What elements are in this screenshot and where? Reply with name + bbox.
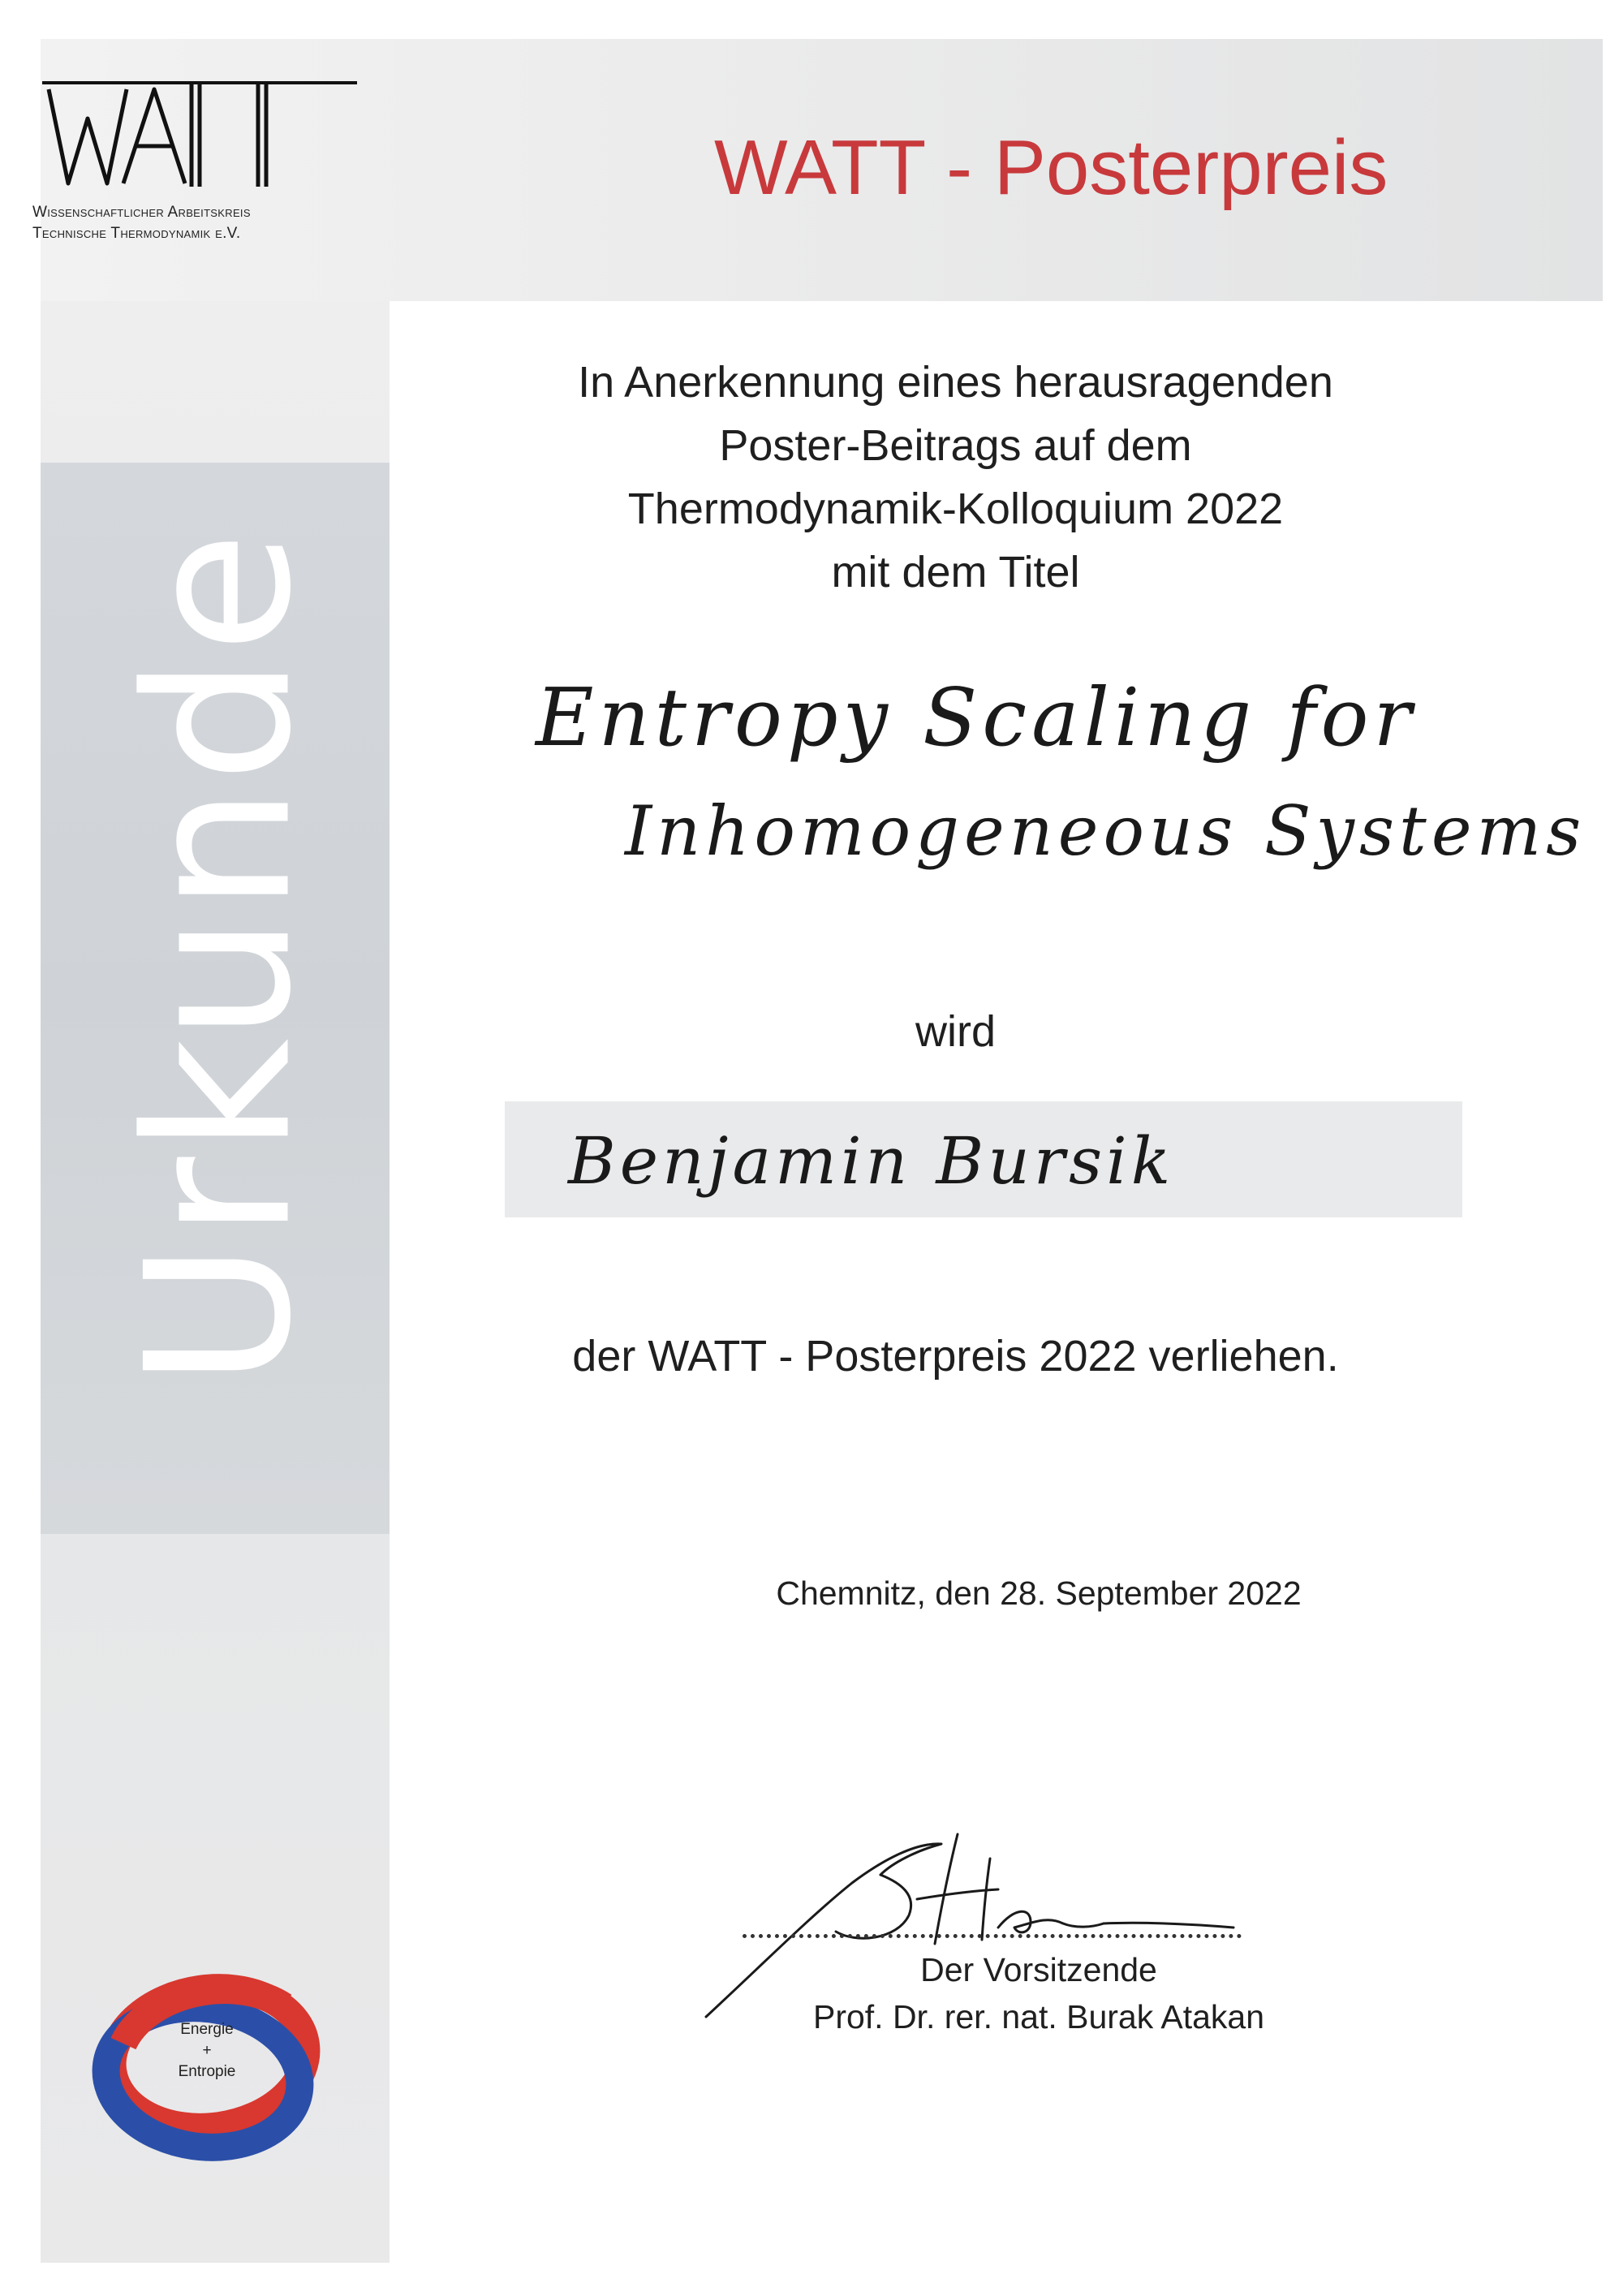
emblem-label-line3: Entropie	[178, 2063, 236, 2080]
signature-line	[743, 1934, 1242, 1938]
handwritten-poster-title	[487, 656, 1586, 932]
connector-text: wird	[915, 1007, 996, 1056]
intro-line: Thermodynamik-Kolloquium 2022	[627, 485, 1284, 533]
signer-role: Der Vorsitzende	[920, 1951, 1157, 1988]
emblem-label-line2: +	[202, 2042, 212, 2059]
intro-line: In Anerkennung eines herausragenden	[578, 358, 1333, 407]
watt-logo-mark	[32, 71, 365, 201]
award-statement: der WATT - Posterpreis 2022 verliehen.	[572, 1332, 1339, 1381]
intro-line: mit dem Titel	[831, 548, 1080, 597]
intro-line: Poster-Beitrags auf dem	[719, 421, 1192, 470]
signer-name: Prof. Dr. rer. nat. Burak Atakan	[812, 1998, 1265, 2035]
intro-text	[349, 351, 1562, 604]
organization-name-line1: Wissenschaftlicher Arbeitskreis	[32, 204, 251, 221]
signer-block	[714, 1946, 1363, 2040]
handwritten-recipient-name	[527, 1112, 1177, 1217]
place-and-date: Chemnitz, den 28. September 2022	[776, 1574, 1302, 1612]
organization-name-line2: Technische Thermodynamik e.V.	[32, 225, 241, 242]
organization-name	[32, 202, 373, 244]
poster-title-line2: Inhomogeneous Systems	[625, 791, 1586, 871]
side-label-urkunde: Urkunde	[103, 528, 335, 1388]
emblem-label-line1: Energie	[180, 2021, 234, 2038]
recipient-name: Benjamin Bursik	[568, 1123, 1175, 1199]
emblem-label	[81, 2019, 333, 2083]
certificate-heading: WATT - Posterpreis	[714, 124, 1388, 211]
watt-logo	[32, 71, 365, 258]
poster-title-line1: Entropy Scaling for	[536, 672, 1417, 765]
